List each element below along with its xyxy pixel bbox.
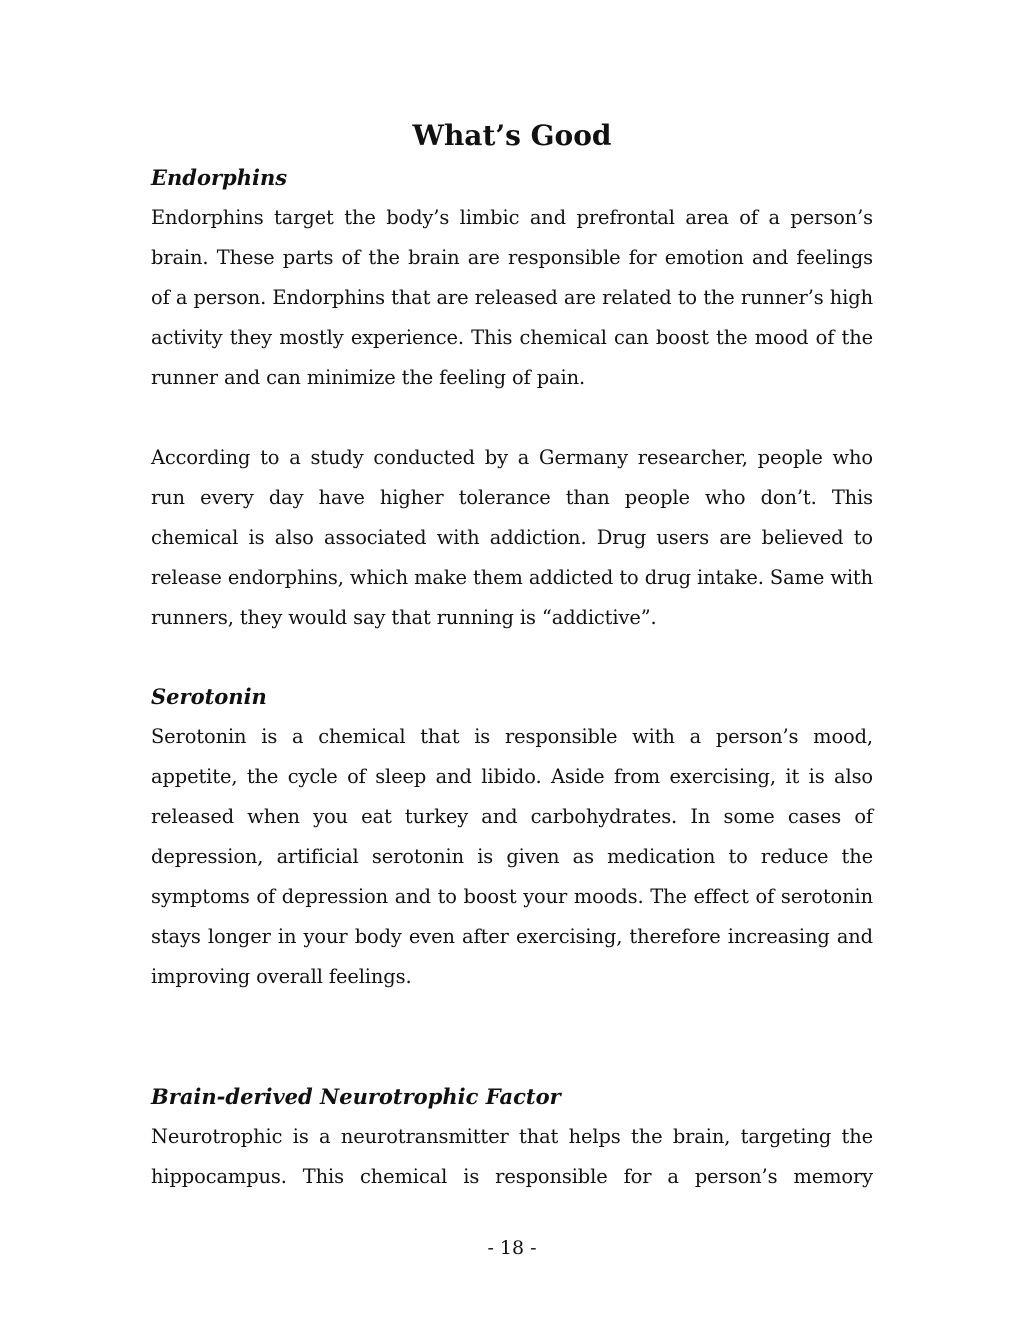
section-heading-bdnf: Brain-derived Neurotrophic Factor: [151, 1084, 561, 1109]
paragraph-endorphins-1: Endorphins target the body’s limbic and prefrontal area of a person’s brain. These parts of the brain are responsible for emotion and feelings of a person. Endorphins that are released are related to the runner’s high activity they mostly experience. This chemical can boost the mood of the runner and can minimize the feeling of pain.: [151, 206, 873, 389]
paragraph-bdnf-1: Neurotrophic is a neurotransmitter that helps the brain, targeting the hippocampus. This chemical is responsible for a person’s memory: [151, 1125, 873, 1188]
paragraph-serotonin-1: Serotonin is a chemical that is responsible with a person’s mood, appetite, the cycle of sleep and libido. Aside from exercising, it is also released when you eat turkey and carbohydrates. In some cases of depression, artificial serotonin is given as medication to reduce the symptoms of depression and to boost your moods. The effect of serotonin stays longer in your body even after exercising, therefore increasing and improving overall feelings.: [151, 725, 873, 988]
page-number: - 18 -: [487, 1237, 537, 1259]
paragraph-endorphins-2: According to a study conducted by a Germany researcher, people who run every day have higher tolerance than people who don’t. This chemical is also associated with addiction. Drug users are believed to release endorphins, which make them addicted to drug intake. Same with runners, they would say that running is “addictive”.: [151, 446, 873, 629]
section-heading-serotonin: Serotonin: [151, 684, 267, 709]
page-title: What’s Good: [412, 119, 612, 152]
section-heading-endorphins: Endorphins: [151, 165, 288, 190]
